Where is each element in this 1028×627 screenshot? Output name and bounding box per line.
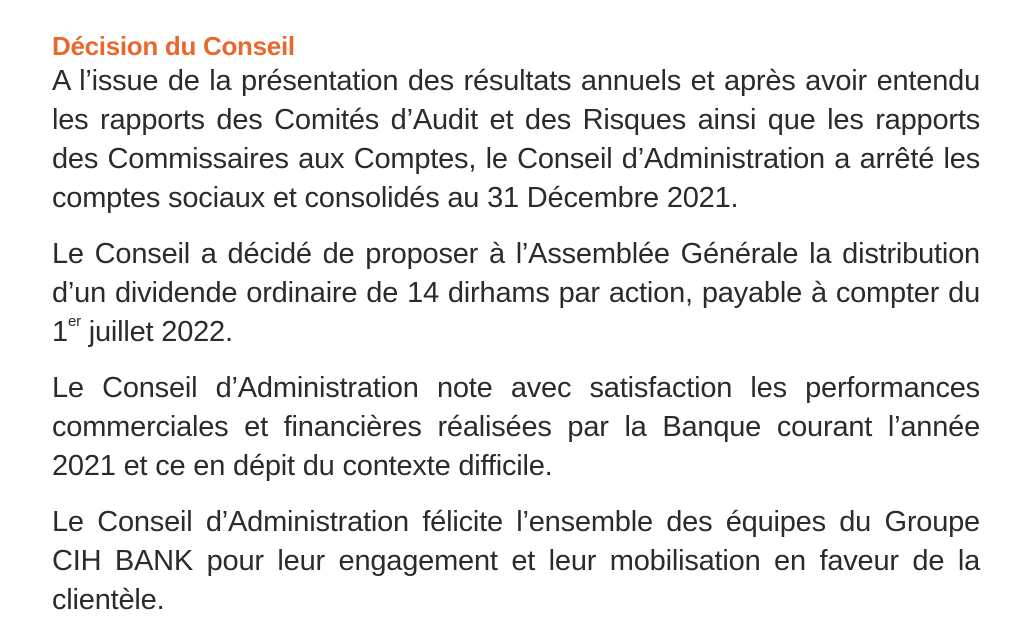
paragraph-congratulations: Le Conseil d’Administration félicite l’ensemble des équipes du Groupe CIH BANK pour leur engagement et leur mobilisation en faveur de la clientèle. [52,506,980,616]
paragraph-dividend [52,235,980,352]
ordinal-superscript: er [67,313,81,331]
dividend-text: Le Conseil a décidé de proposer à l’Assemblée Générale la distribution d’un dividende ordinaire de 14 dirhams par action, payable à compter du 1 [52,238,980,348]
paragraph-performance: Le Conseil d’Administration note avec satisfaction les performances commerciales et financières réalisées par la Banque courant l’année 2021 et ce en dépit du contexte difficile. [52,372,980,482]
paragraph-results: A l’issue de la présentation des résultats annuels et après avoir entendu les rapports des Comités d’Audit et des Risques ainsi que les rapports des Commissaires aux Comptes, le Conseil d’Administration a arrêté les comptes sociaux et consolidés au 31 Décembre 2021. [52,65,980,214]
dividend-date-text: juillet 2022. [80,316,233,348]
section-heading: Décision du Conseil [52,31,295,61]
